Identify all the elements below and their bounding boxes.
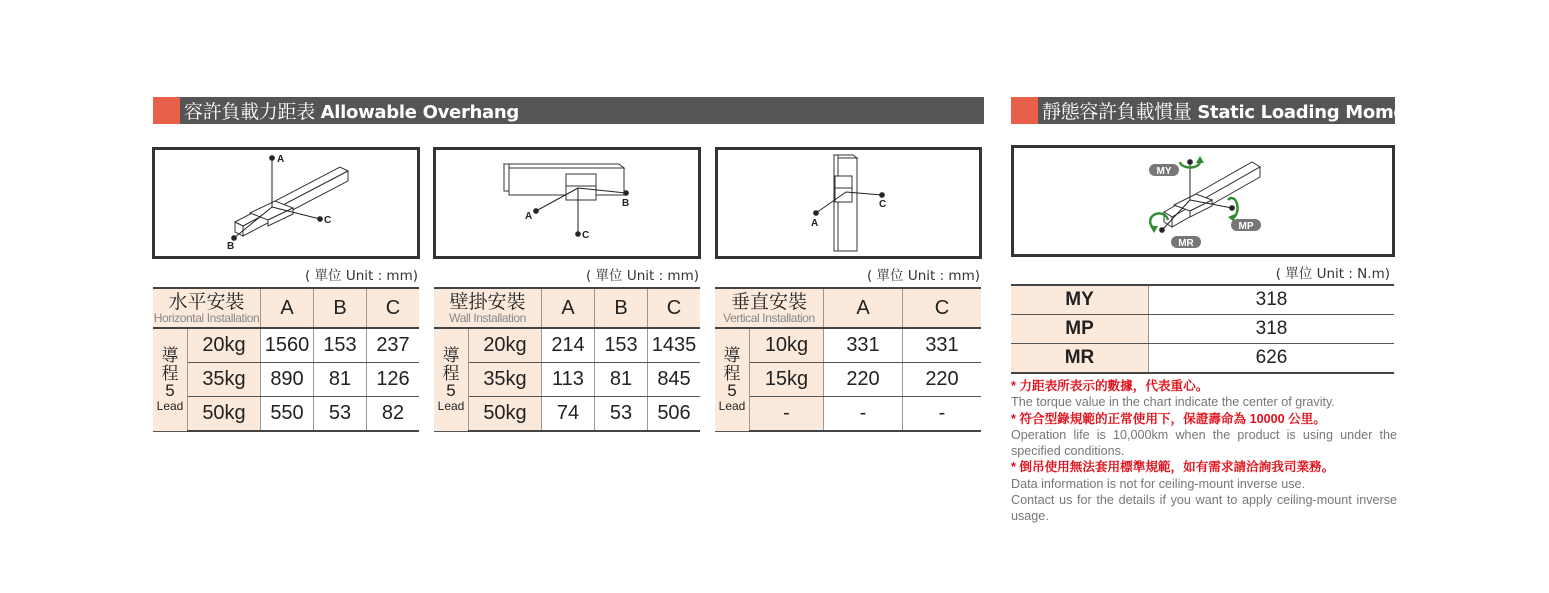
label-c: C bbox=[879, 199, 887, 210]
label-mr: MR bbox=[1178, 238, 1194, 249]
static-moment-header bbox=[1011, 97, 1427, 124]
label-a: A bbox=[811, 218, 819, 229]
label-a: A bbox=[525, 211, 533, 222]
col-header-a: A bbox=[261, 288, 314, 328]
value-cell: 237 bbox=[367, 328, 420, 363]
value-cell: 331 bbox=[903, 328, 982, 363]
value-cell: 153 bbox=[314, 328, 367, 363]
load-cell: 10kg bbox=[750, 328, 824, 363]
value-cell: 53 bbox=[595, 397, 648, 432]
col-header-c: C bbox=[903, 288, 982, 328]
vertical-installation-table bbox=[715, 287, 981, 432]
moment-row bbox=[1011, 344, 1394, 374]
load-cell: 20kg bbox=[469, 328, 542, 363]
moment-value: 626 bbox=[1149, 344, 1395, 374]
value-cell: 82 bbox=[367, 397, 420, 432]
value-cell: 331 bbox=[824, 328, 903, 363]
load-cell: 35kg bbox=[469, 363, 542, 397]
value-cell: 506 bbox=[648, 397, 701, 432]
lead-cell: 導程5 Lead bbox=[434, 328, 469, 431]
label-b: B bbox=[227, 241, 235, 252]
label-b: B bbox=[622, 198, 630, 209]
allowable-overhang-header bbox=[153, 97, 984, 124]
col-header-b: B bbox=[595, 288, 648, 328]
horizontal-installation-table bbox=[153, 287, 419, 432]
label-my: MY bbox=[1156, 166, 1172, 177]
value-cell: 220 bbox=[903, 363, 982, 397]
value-cell: 126 bbox=[367, 363, 420, 397]
moment-value: 318 bbox=[1149, 315, 1395, 344]
vertical-installation-diagram bbox=[715, 147, 982, 259]
moment-value: 318 bbox=[1149, 285, 1395, 315]
wall-installation-table bbox=[434, 287, 700, 432]
moment-row bbox=[1011, 285, 1394, 315]
value-cell: - bbox=[824, 397, 903, 432]
col-header-a: A bbox=[542, 288, 595, 328]
load-cell: - bbox=[750, 397, 824, 432]
table-title: 水平安裝 Horizontal Installation bbox=[153, 288, 261, 328]
value-cell: 81 bbox=[314, 363, 367, 397]
static-moment-table bbox=[1011, 284, 1394, 374]
note-gray: Operation life is 10,000km when the product is using under the specified conditions. bbox=[1011, 427, 1397, 459]
load-cell: 35kg bbox=[188, 363, 261, 397]
moment-key: MY bbox=[1011, 285, 1149, 315]
static-moment-title: 靜態容許負載慣量 Static Loading Moment bbox=[1042, 101, 1427, 123]
notes bbox=[1011, 378, 1397, 525]
value-cell: 1560 bbox=[261, 328, 314, 363]
moment-key: MR bbox=[1011, 344, 1149, 374]
horizontal-installation-diagram bbox=[152, 147, 420, 259]
label-a: A bbox=[277, 154, 285, 165]
unit-label-moment: ( 單位 Unit : N.m) bbox=[1275, 266, 1390, 282]
moment-row bbox=[1011, 315, 1394, 344]
unit-label-horizontal: ( 單位 Unit : mm) bbox=[304, 268, 418, 284]
load-cell: 20kg bbox=[188, 328, 261, 363]
value-cell: 845 bbox=[648, 363, 701, 397]
value-cell: 214 bbox=[542, 328, 595, 363]
unit-label-vertical: ( 單位 Unit : mm) bbox=[866, 268, 980, 284]
lead-cell: 導程5 Lead bbox=[153, 328, 188, 431]
note-gray: Data information is not for ceiling-mount inverse use. bbox=[1011, 476, 1305, 491]
value-cell: - bbox=[903, 397, 982, 432]
value-cell: 74 bbox=[542, 397, 595, 432]
value-cell: 113 bbox=[542, 363, 595, 397]
col-header-c: C bbox=[367, 288, 420, 328]
value-cell: 153 bbox=[595, 328, 648, 363]
load-cell: 50kg bbox=[469, 397, 542, 432]
col-header-c: C bbox=[648, 288, 701, 328]
col-header-a: A bbox=[824, 288, 903, 328]
label-c: C bbox=[582, 230, 590, 241]
note-gray: The torque value in the chart indicate the center of gravity. bbox=[1011, 395, 1335, 410]
col-header-b: B bbox=[314, 288, 367, 328]
note-red: * 力距表所表示的數據，代表重心。 bbox=[1011, 379, 1209, 393]
load-cell: 15kg bbox=[750, 363, 824, 397]
label-c: C bbox=[324, 215, 332, 226]
label-mp: MP bbox=[1238, 221, 1254, 232]
note-red: * 倒吊使用無法套用標準規範，如有需求請洽詢我司業務。 bbox=[1011, 460, 1335, 475]
value-cell: 890 bbox=[261, 363, 314, 397]
value-cell: 220 bbox=[824, 363, 903, 397]
lead-cell: 導程5 Lead bbox=[715, 328, 750, 431]
moment-key: MP bbox=[1011, 315, 1149, 344]
value-cell: 81 bbox=[595, 363, 648, 397]
header-accent-tab bbox=[153, 97, 180, 124]
unit-label-wall: ( 單位 Unit : mm) bbox=[585, 268, 699, 284]
header-accent-tab bbox=[1011, 97, 1038, 124]
value-cell: 550 bbox=[261, 397, 314, 432]
value-cell: 53 bbox=[314, 397, 367, 432]
wall-installation-diagram bbox=[433, 147, 701, 259]
note-gray: Contact us for the details if you want to apply ceiling-mount inverse usage. bbox=[1011, 493, 1397, 524]
note-red: * 符合型錄規範的正常使用下，保證壽命為 10000 公里。 bbox=[1011, 411, 1326, 426]
allowable-overhang-title: 容許負載力距表 Allowable Overhang bbox=[184, 101, 519, 123]
static-moment-diagram bbox=[1011, 145, 1395, 257]
value-cell: 1435 bbox=[648, 328, 701, 363]
load-cell: 50kg bbox=[188, 397, 261, 432]
table-title: 垂直安裝 Vertical Installation bbox=[715, 288, 824, 328]
table-title: 壁掛安裝 Wall Installation bbox=[434, 288, 542, 328]
